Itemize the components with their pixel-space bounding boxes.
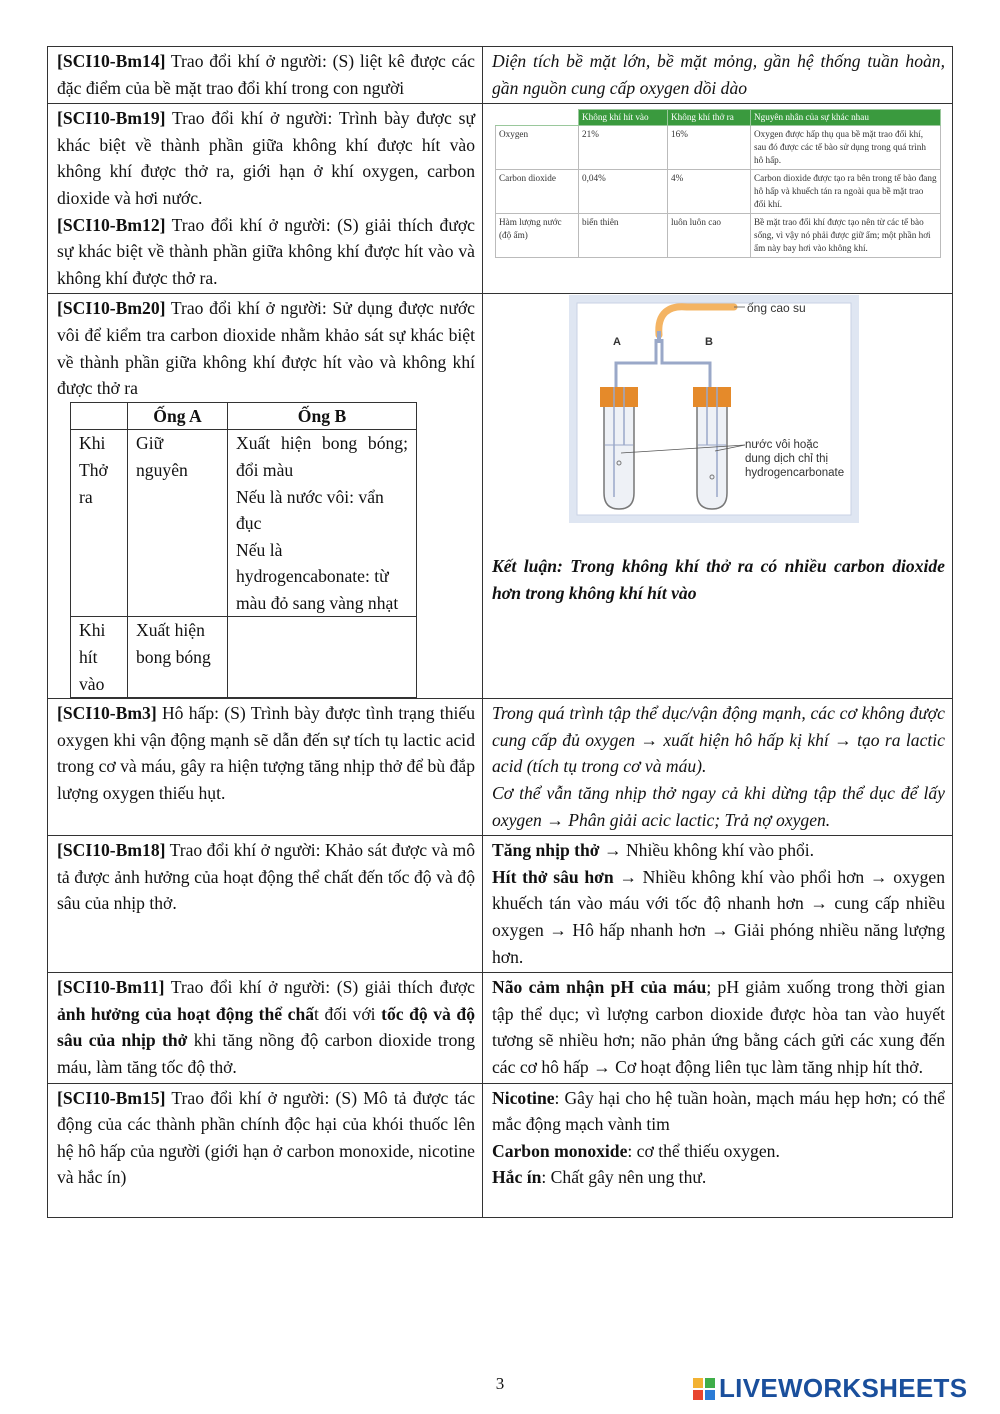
test-tube-b	[697, 403, 727, 509]
code-label: [SCI10-Bm11]	[57, 977, 165, 998]
left-text: t đối với	[314, 1003, 382, 1024]
table-row	[48, 294, 953, 699]
left-text: Trao đổi khí ở người: (S) giải thích được sự khác biệt về thành phần giữa không khí được hít vào và không khí được thở ra.	[57, 214, 475, 288]
liquid-label-line: nước vôi hoặc	[745, 439, 819, 452]
left-cell	[48, 973, 483, 1083]
left-text: Trao đổi khí ở người: (S) liệt kê được các đặc điểm của bề mặt trao đổi khí trong con người	[57, 51, 475, 98]
stopper-a	[600, 387, 638, 407]
comparison-cell: 4%	[668, 170, 751, 214]
comparison-header: Không khí hít vào	[579, 110, 668, 126]
tube-results-table	[70, 402, 417, 699]
test-tube-a	[604, 403, 634, 509]
right-cell	[483, 104, 953, 294]
left-cell	[48, 294, 483, 699]
comparison-cell: 0,04%	[579, 170, 668, 214]
code-label: [SCI10-Bm15]	[57, 1087, 166, 1108]
comparison-row	[496, 170, 941, 214]
table-row	[48, 47, 953, 104]
tube-a-cell: Giữ nguyên	[128, 430, 228, 617]
answer-text: → Nhiều không khí vào phổi.	[599, 840, 815, 861]
right-cell	[483, 973, 953, 1083]
answer-bold: Hít thở sâu hơn	[492, 866, 614, 887]
stopper-b	[693, 387, 731, 407]
code-label: [SCI10-Bm19]	[57, 108, 166, 129]
answer-bold: Nicotine	[492, 1087, 555, 1108]
code-label: [SCI10-Bm18]	[57, 840, 166, 861]
comparison-header: Không khí thở ra	[668, 110, 751, 126]
comparison-cell: 16%	[668, 126, 751, 170]
comparison-cell: Oxygen được hấp thụ qua bề mặt trao đổi khí, sau đó được các tế bào sử dụng trong quá trình hô hấp.	[751, 126, 941, 170]
left-text: Trao đổi khí ở người: Khảo sát được và mô tả được ảnh hưởng của hoạt động thể chất đến tốc độ và độ sâu của nhịp thở.	[57, 840, 475, 914]
table-row	[48, 699, 953, 836]
answer-text: Cơ thể vẫn tăng nhịp thở ngay cả khi dừng tập thể dục để lấy oxygen → Phân giải acic lactic; Trả nợ oxygen.	[492, 783, 945, 830]
tube-b-line: Xuất hiện bong bóng; đổi màu	[236, 433, 408, 480]
comparison-cell: Carbon dioxide được tạo ra bên trong tế bào đang hô hấp và khuếch tán ra ngoài qua bề mặt trao đổi khí.	[751, 170, 941, 214]
tube-b-header: Ống B	[228, 402, 417, 430]
content-table	[47, 46, 953, 1218]
right-cell	[483, 47, 953, 104]
liveworksheets-icon	[692, 1377, 716, 1401]
comparison-cell: biến thiên	[579, 214, 668, 258]
rubber-tubing-label: ống cao su	[747, 301, 806, 316]
left-text: Trao đổi khí ở người: Trình bày được sự khác biệt về thành phần giữa không khí được hít vào không khí được thở ra, giới hạn ở khí oxygen, carbon dioxide và hơi nước.	[57, 108, 475, 208]
left-text: Hô hấp: (S) Trình bày được tình trạng thiếu oxygen khi vận động mạnh sẽ dẫn đến sự tích tụ lactic acid trong cơ và máu, gây ra hiện tượng tăng nhịp thở để bù đắp lượng oxygen thiếu hụt.	[57, 703, 475, 804]
tube-row-exhale	[71, 430, 417, 617]
comparison-cell: 21%	[579, 126, 668, 170]
answer-text: Trong quá trình tập thể dục/vận động mạnh, các cơ không được cung cấp đủ oxygen → xuất hiện hô hấp kị khí → tạo ra lactic acid (tích tụ trong cơ và máu).	[492, 703, 945, 777]
answer-bold: Carbon monoxide	[492, 1140, 628, 1161]
table-row	[48, 104, 953, 294]
right-cell	[483, 836, 953, 973]
brand-text: LIVEWORKSHEETS	[719, 1373, 968, 1403]
code-label: [SCI10-Bm20]	[57, 298, 166, 319]
left-text: Trao đổi khí ở người: Sử dụng được nước vôi để kiểm tra carbon dioxide nhằm khảo sát sự khác biệt về thành phần giữa không khí được hít vào và không khí được thở ra	[57, 298, 475, 399]
tube-b-cell	[228, 430, 417, 617]
answer-bold: Não cảm nhận pH của máu	[492, 977, 707, 998]
test-tube-diagram-svg	[569, 295, 859, 523]
answer-bold: Tăng nhịp thở	[492, 840, 600, 861]
left-cell	[48, 836, 483, 973]
comparison-cell: Hàm lượng nước (độ ẩm)	[496, 214, 579, 258]
comparison-cell: Oxygen	[496, 126, 579, 170]
left-text: khi tăng nồng độ carbon dioxide trong máu, làm tăng tốc độ thở.	[57, 1030, 475, 1077]
left-bold: ảnh hưởng của hoạt động thể chấ	[57, 1003, 315, 1024]
liquid-label-line: hydrogencarbonate	[745, 467, 845, 480]
table-row	[48, 973, 953, 1083]
liveworksheets-logo[interactable]	[692, 1373, 967, 1404]
tube-b-cell	[228, 617, 417, 698]
tube-b-line: Nếu là nước vôi: vẩn đục	[236, 486, 384, 534]
answer-bold: Hắc ín	[492, 1167, 542, 1188]
tube-a-header: Ống A	[128, 402, 228, 430]
right-cell	[483, 294, 953, 699]
left-bold: tốc độ và độ sâu của nhịp thở	[57, 1003, 475, 1051]
answer-text: → Nhiều không khí vào phổi hơn → oxygen khuếch tán vào máu với tốc độ nhanh hơn → cung cấp nhiều oxygen → Hô hấp nhanh hơn → Giải phóng nhiều năng lượng hơn.	[492, 866, 945, 967]
comparison-cell: Bề mặt trao đổi khí được tạo nên từ các tế bào sống, vì vậy nó phải được giữ ẩm; một phần hơi ẩm này bay hơi vào không khí.	[751, 214, 941, 258]
tube-b-line: Nếu là hydrogencabonate: từ màu đỏ sang vàng nhạt	[236, 539, 399, 613]
tube-b-label: B	[705, 336, 713, 349]
test-tube-diagram	[569, 295, 859, 523]
left-cell	[48, 104, 483, 294]
code-label: [SCI10-Bm14]	[57, 51, 166, 71]
answer-text: Diện tích bề mặt lớn, bề mặt mỏng, gần hệ thống tuần hoàn, gần nguồn cung cấp oxygen dồi dào	[492, 51, 945, 98]
code-label: [SCI10-Bm12]	[57, 214, 166, 235]
answer-text: ; pH giảm xuống trong thời gian tập thể dục; vì lượng carbon dioxide được hòa tan vào huyết tương sẽ nhiều hơn; não phản ứng bằng cách gửi các xung đến các cơ hô hấp → Cơ hoạt động liên tục làm tăng nhịp hít thở.	[492, 977, 945, 1077]
comparison-row	[496, 126, 941, 170]
right-cell	[483, 1083, 953, 1217]
table-row	[48, 836, 953, 973]
row-label: Khi Thở ra	[71, 430, 128, 617]
comparison-row	[496, 214, 941, 258]
comparison-cell: Carbon dioxide	[496, 170, 579, 214]
tube-row-inhale	[71, 617, 417, 698]
page-number: 3	[495, 1374, 505, 1393]
conclusion-text: Kết luận: Trong không khí thở ra có nhiều carbon dioxide hơn trong không khí hít vào	[492, 556, 945, 603]
tube-a-label: A	[613, 336, 621, 349]
tube-a-cell: Xuất hiện bong bóng	[128, 617, 228, 698]
left-cell	[48, 1083, 483, 1217]
right-cell	[483, 699, 953, 836]
table-row	[48, 1083, 953, 1217]
answer-text: : Chất gây nên ung thư.	[541, 1167, 707, 1188]
answer-text: : cơ thể thiếu oxygen.	[627, 1140, 780, 1161]
left-cell	[48, 699, 483, 836]
left-text: Trao đổi khí ở người: (S) giải thích được	[164, 977, 475, 998]
comparison-header: Nguyên nhân của sự khác nhau	[751, 110, 941, 126]
comparison-cell: luôn luôn cao	[668, 214, 751, 258]
left-text: Trao đổi khí ở người: (S) Mô tả được tác động của các thành phần chính độc hại của khói thuốc lên hệ hô hấp của người (giới hạn ở carbon monoxide, nicotine và hắc ín)	[57, 1087, 475, 1188]
liquid-label-line: dung dịch chỉ thị	[745, 453, 829, 466]
answer-text: : Gây hại cho hệ tuần hoàn, mạch máu hẹp hơn; có thể mắc động mạch vành tim	[492, 1087, 945, 1135]
left-cell	[48, 47, 483, 104]
comparison-table	[495, 109, 941, 258]
code-label: [SCI10-Bm3]	[57, 703, 157, 724]
row-label: Khi hít vào	[71, 617, 128, 698]
